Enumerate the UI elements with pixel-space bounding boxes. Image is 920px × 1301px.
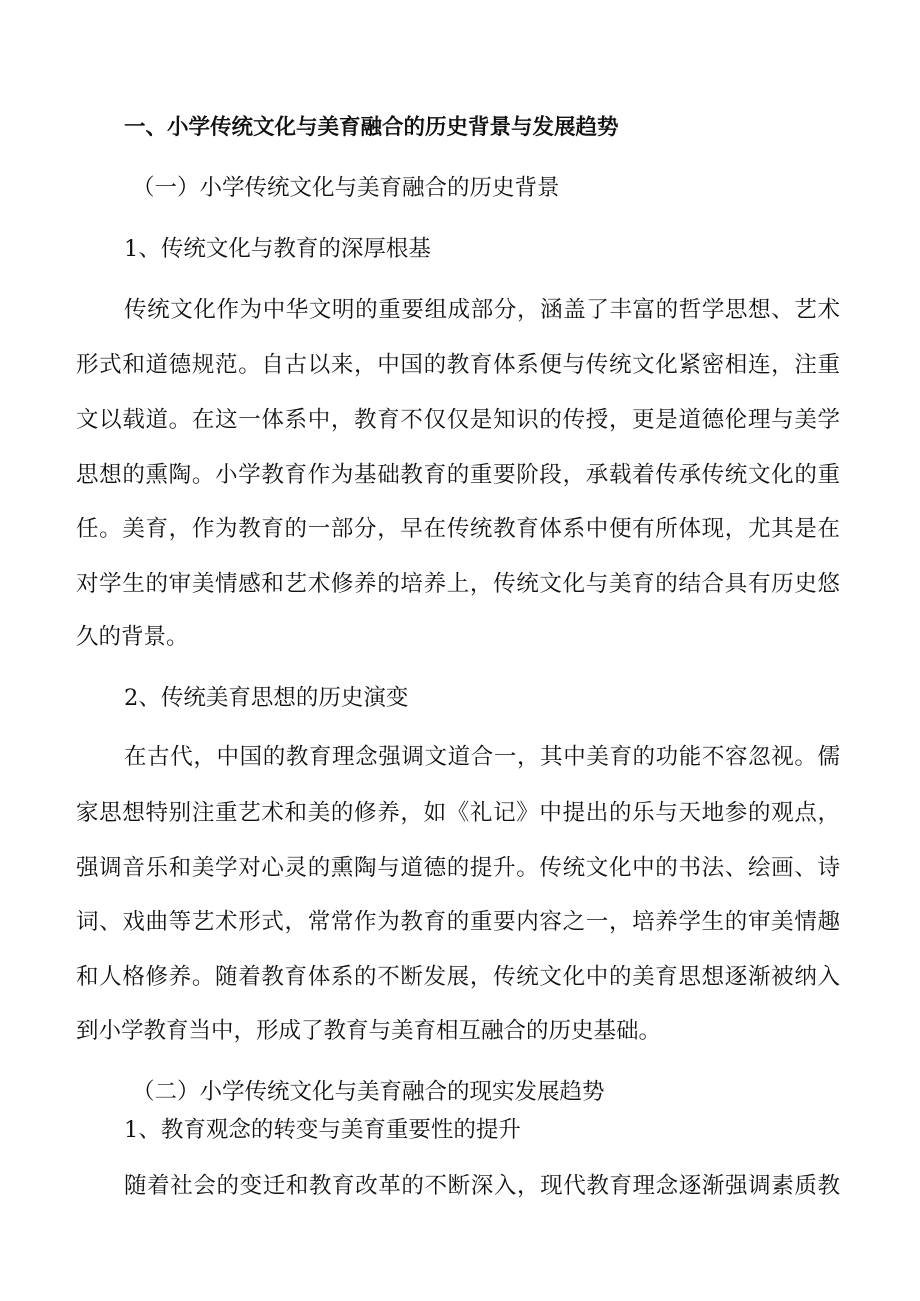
paragraph-line: 文以载道。在这一体系中，教育不仅仅是知识的传授，更是道德伦理与美学	[76, 407, 840, 433]
paragraph-line: 思想的熏陶。小学教育作为基础教育的重要阶段，承载着传承传统文化的重	[76, 462, 840, 488]
paragraph-line: 形式和道德规范。自古以来，中国的教育体系便与传统文化紧密相连，注重	[76, 352, 840, 378]
paragraph-line: 随着社会的变迁和教育改革的不断深入，现代教育理念逐渐强调素质教	[124, 1173, 840, 1199]
subsection-1-1-heading: 1、传统文化与教育的深厚根基	[124, 236, 431, 262]
paragraph-line: 和人格修养。随着教育体系的不断发展，传统文化中的美育思想逐渐被纳入	[76, 964, 840, 990]
section-1-heading: （一）小学传统文化与美育融合的历史背景	[132, 175, 560, 201]
paragraph-line: 强调音乐和美学对心灵的熏陶与道德的提升。传统文化中的书法、绘画、诗	[76, 855, 840, 881]
paragraph-line: 任。美育，作为教育的一部分，早在传统教育体系中便有所体现，尤其是在	[76, 516, 840, 542]
paragraph-line: 家思想特别注重艺术和美的修养，如《礼记》中提出的乐与天地参的观点，	[76, 800, 840, 826]
paragraph-line: 词、戏曲等艺术形式，常常作为教育的重要内容之一，培养学生的审美情趣	[76, 909, 840, 935]
paragraph-line: 久的背景。	[76, 624, 189, 650]
main-heading: 一、小学传统文化与美育融合的历史背景与发展趋势	[124, 115, 619, 140]
paragraph-line: 对学生的审美情感和艺术修养的培养上，传统文化与美育的结合具有历史悠	[76, 571, 840, 597]
subsection-2-1-heading: 1、教育观念的转变与美育重要性的提升	[124, 1117, 521, 1143]
section-2-heading: （二）小学传统文化与美育融合的现实发展趋势	[132, 1079, 605, 1105]
subsection-1-2-heading: 2、传统美育思想的历史演变	[124, 685, 409, 711]
paragraph-line: 到小学教育当中，形成了教育与美育相互融合的历史基础。	[76, 1018, 662, 1044]
paragraph-line: 传统文化作为中华文明的重要组成部分，涵盖了丰富的哲学思想、艺术	[124, 297, 840, 323]
paragraph-line: 在古代，中国的教育理念强调文道合一，其中美育的功能不容忽视。儒	[124, 744, 840, 770]
